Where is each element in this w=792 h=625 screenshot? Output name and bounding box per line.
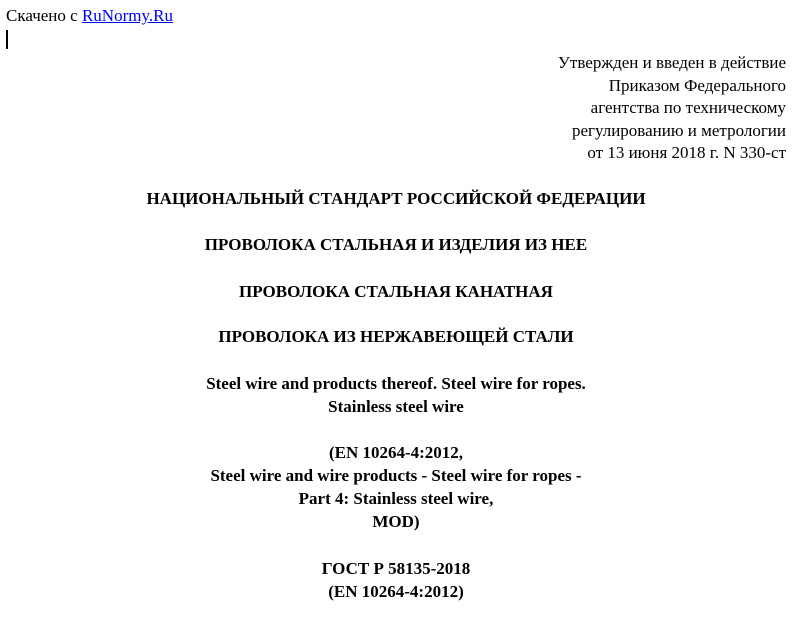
reference-line: Steel wire and wire products - Steel wire for ropes -: [210, 466, 582, 485]
english-title-line: Steel wire and products thereof. Steel wire for ropes.: [206, 374, 586, 393]
gost-designation: [0, 557, 792, 603]
approval-line: Утвержден и введен в действие: [557, 53, 786, 72]
standard-type: НАЦИОНАЛЬНЫЙ СТАНДАРТ РОССИЙСКОЙ ФЕДЕРАЦИИ: [146, 189, 646, 208]
download-prefix: Скачено с: [6, 6, 78, 25]
text-cursor: [6, 30, 8, 49]
title-line-1: ПРОВОЛОКА СТАЛЬНАЯ И ИЗДЕЛИЯ ИЗ НЕЕ: [204, 235, 588, 254]
designation-line: (EN 10264-4:2012): [328, 582, 464, 601]
reference-line: Part 4: Stainless steel wire,: [298, 489, 494, 508]
approval-line: Приказом Федерального: [608, 75, 786, 95]
designation-line: ГОСТ Р 58135-2018: [321, 559, 471, 578]
download-note: [6, 6, 173, 26]
title-line-3: ПРОВОЛОКА ИЗ НЕРЖАВЕЮЩЕЙ СТАЛИ: [218, 327, 574, 346]
title-line-2: ПРОВОЛОКА СТАЛЬНАЯ КАНАТНАЯ: [239, 282, 553, 301]
approval-line: агентства по техническому: [590, 98, 786, 117]
site-link[interactable]: RuNormy.Ru: [81, 6, 173, 25]
reference-line: MOD): [372, 512, 420, 531]
approval-block: [366, 52, 786, 165]
approval-line: регулированию и метрологии: [571, 120, 786, 140]
english-title-line: Stainless steel wire: [328, 397, 464, 416]
english-title: [0, 372, 792, 418]
en-reference: [0, 441, 792, 533]
approval-line: от 13 июня 2018 г. N 330-ст: [587, 143, 786, 162]
reference-line: (EN 10264-4:2012,: [328, 443, 464, 462]
